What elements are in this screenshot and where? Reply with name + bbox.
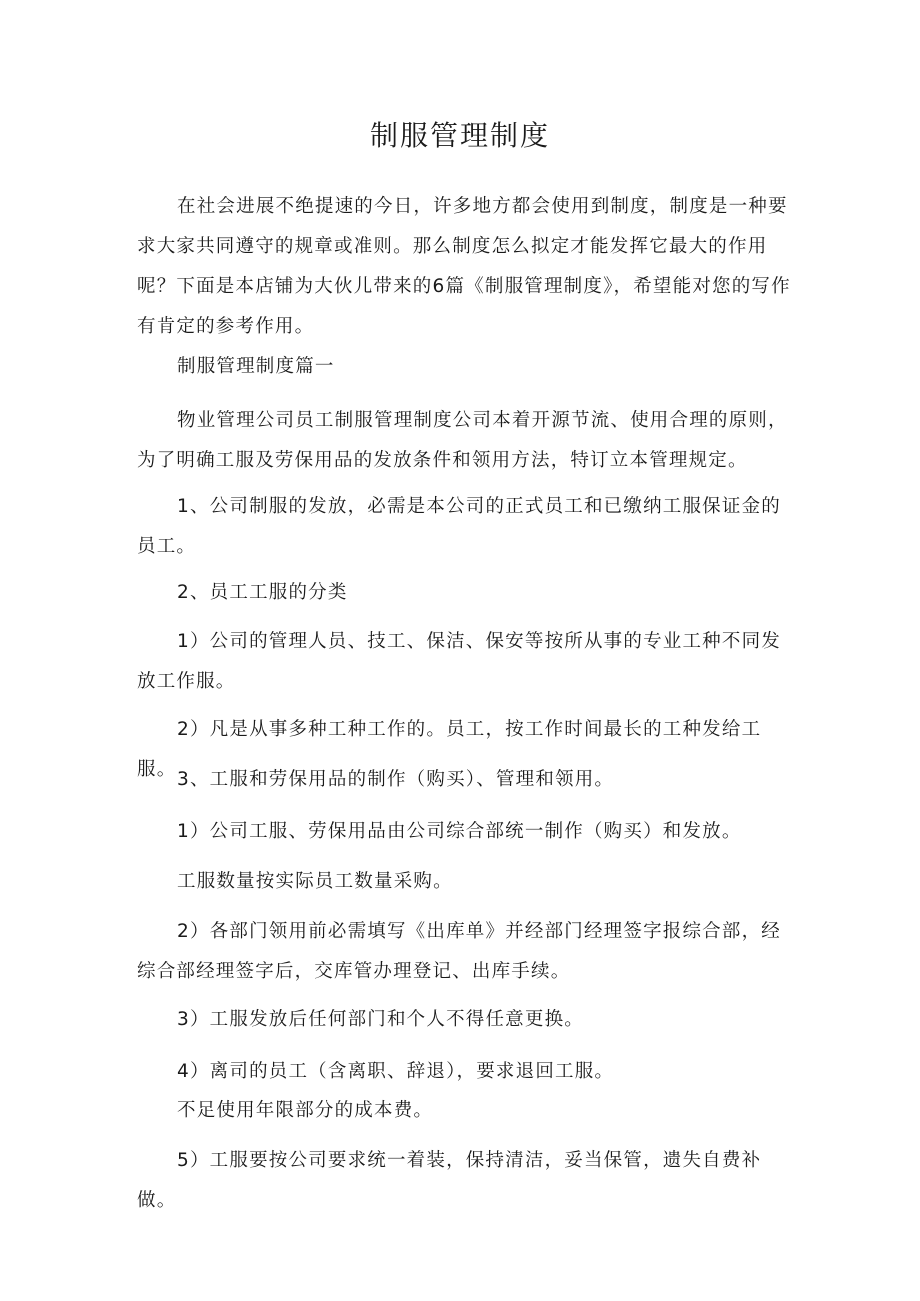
body-paragraph: 2）凡是从事多种工种工作的。员工，按工作时间最长的工种发给工服。 bbox=[137, 719, 762, 780]
body-paragraph: 1）公司的管理人员、技工、保洁、保安等按所从事的专业工种不同发放工作服。 bbox=[137, 631, 781, 692]
body-paragraph: 物业管理公司员工制服管理制度公司本着开源节流、使用合理的原则，为了明确工服及劳保用品的发放条件和领用方法，特订立本管理规定。 bbox=[137, 410, 788, 471]
body-paragraph: 1、公司制服的发放，必需是本公司的正式员工和已缴纳工服保证金的员工。 bbox=[137, 496, 781, 557]
body-paragraph: 4）离司的员工（含离职、辞退），要求退回工服。 bbox=[177, 1061, 615, 1082]
body-paragraph: 3）工服发放后任何部门和个人不得任意更换。 bbox=[177, 1009, 584, 1030]
document-title: 制服管理制度 bbox=[369, 119, 550, 152]
body-paragraph: 2、员工工服的分类 bbox=[177, 582, 348, 603]
body-paragraph: 1）公司工服、劳保用品由公司综合部统一制作（购买）和发放。 bbox=[177, 821, 742, 842]
section-heading: 制服管理制度篇一 bbox=[177, 356, 335, 377]
intro-paragraph: 在社会进展不绝提速的今日，许多地方都会使用到制度，制度是一种要求大家共同遵守的规章或准则。那么制度怎么拟定才能发挥它最大的作用呢？下面是本店铺为大伙儿带来的6篇《制服管理制度》，希望能对您的写作有肯定的参考作用。 bbox=[137, 196, 791, 337]
body-paragraph: 2）各部门领用前必需填写《出库单》并经部门经理签字报综合部，经综合部经理签字后，交库管办理登记、出库手续。 bbox=[137, 921, 781, 982]
body-paragraph: 不足使用年限部分的成本费。 bbox=[177, 1100, 434, 1121]
body-paragraph: 工服数量按实际员工数量采购。 bbox=[177, 871, 453, 892]
body-paragraph: 3、工服和劳保用品的制作（购买）、管理和领用。 bbox=[177, 769, 615, 790]
body-paragraph: 5）工服要按公司要求统一着装，保持清洁，妥当保管，遗失自费补做。 bbox=[137, 1150, 762, 1211]
